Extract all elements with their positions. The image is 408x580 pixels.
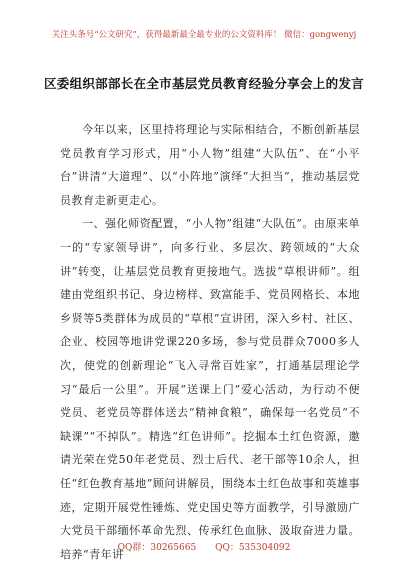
footer-qq-group: QQ群：30265665	[117, 543, 197, 553]
paragraph-section-one: 一、强化师资配置，“小人物”组建“大队伍”。由原来单一的“专家领导讲”，向多行业、多层次、跨领域的“大众讲”转变，让基层党员教育更接地气。选拔“草根讲师”。组建由党组织书记、身边榜样、致富能手、党员网格长、本地乡贤等5类群体为成员的“草根”宣讲团，深入乡村、社区、企业、校园等地讲党课220多场，参与党员群众7000多人次，使党的创新理论“飞入寻常百姓家”，打通基层理论学习“最后一公里”。开展“送课上门”爱心活动，为行动不便党员、老党员等群体送去“精神食粮”，确保每一名党员“不缺课”“不掉队”。精选“红色讲师”。挖掘本土红色资源，邀请光荣在党50年老党员、烈士后代、老干部等10余人，担任“红色教育基地”顾问讲解员，围绕本土红色故事和英雄事迹，定期开展党性锤炼、党史国史等方面教学，引导激励广大党员干部缅怀革命先烈、传承红色血脉、汲取奋进力量。培养“青年讲	[60, 217, 360, 561]
paragraph-intro: 今年以来，区里持将理论与实际相结合，不断创新基层党员教育学习形式，用“小人物”组建“大队伍”、在“小平台”讲清“大道理”、以“小阵地”演绎“大担当”，推动基层党员教育走新更走心。	[60, 123, 360, 207]
footer-contact	[0, 540, 408, 553]
footer-qq-number: QQ：535304092	[215, 543, 291, 553]
header-watermark-note: 关注头条号“公文研究”，获得最新最全最专业的公文资料库！ 微信：gongwenyj	[51, 30, 357, 40]
document-title: 区委组织部部长在全市基层党员教育经验分享会上的发言	[43, 76, 364, 91]
document-body	[60, 118, 360, 566]
